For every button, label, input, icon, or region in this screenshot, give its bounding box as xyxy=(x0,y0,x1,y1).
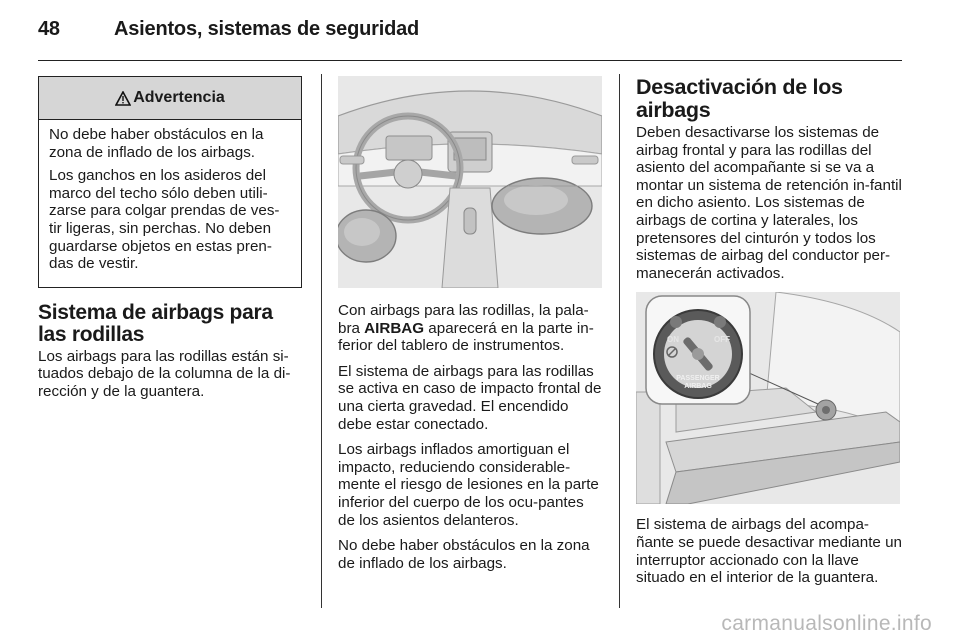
glovebox-switch-drawing xyxy=(636,292,900,504)
warning-triangle-icon xyxy=(115,91,131,106)
column-middle xyxy=(338,76,602,580)
deactivation-paragraph-1: Deben desactivarse los sistemas de airbag frontal y para las rodillas del asiento del acompañante si se va a montar un sistema de retención in-fantil en dicho asiento. Los sistemas de airbags de cortina y laterales, los pretensores del cinturón y todos los sistemas de airbag del conductor per-manecerán activados. xyxy=(636,124,902,282)
column-right xyxy=(636,76,902,595)
airbag-keyword: AIRBAG xyxy=(364,319,425,337)
knee-airbag-intro: Los airbags para las rodillas están si-tuados debajo de la columna de la di-rección y de la guantera. xyxy=(38,347,291,400)
column-divider-right xyxy=(619,74,620,608)
switch-plate-line-1: PASSENGER xyxy=(676,375,720,383)
dashboard-illustration xyxy=(338,76,602,288)
warning-header xyxy=(39,77,301,120)
deactivation-heading: Desactivación de los airbags xyxy=(636,75,843,122)
warning-box xyxy=(38,76,302,288)
column-left xyxy=(38,76,302,409)
warning-title: Advertencia xyxy=(133,89,225,106)
page-title: Asientos, sistemas de seguridad xyxy=(114,18,420,40)
watermark: carmanualsonline.info xyxy=(721,612,932,635)
knee-airbag-heading: Sistema de airbags para las rodillas xyxy=(38,300,273,346)
page-header xyxy=(38,18,419,41)
warning-paragraph-2: Los ganchos en los asideros del marco del techo sólo deben utili-zarse para colgar prendas de ves-tir ligeras, sin perchas. No deben guardarse objetos en estas pren-das de vestir. xyxy=(49,167,280,273)
switch-plate-line-2: AIRBAG xyxy=(684,383,712,391)
glovebox-switch-illustration xyxy=(636,292,900,504)
switch-on-label: ON xyxy=(667,335,679,345)
knee-airbag-effect-paragraph: Los airbags inflados amortiguan el impacto, reduciendo considerable-mente el riesgo de lesiones en la parte inferior del cuerpo de los ocu-pantes de los asientos delanteros. xyxy=(338,441,599,529)
switch-off-label: OFF xyxy=(714,335,730,345)
knee-airbag-activation-paragraph: El sistema de airbags para las rodillas se activa en caso de impacto frontal de una cierta gravedad. El encendido debe estar conectado. xyxy=(338,362,602,433)
column-divider-left xyxy=(321,74,322,608)
warning-body xyxy=(39,120,301,287)
dashboard-knee-airbags-drawing xyxy=(338,76,602,288)
header-rule xyxy=(38,60,902,61)
page-number: 48 xyxy=(38,18,60,40)
knee-airbag-obstacle-paragraph: No debe haber obstáculos en la zona de inflado de los airbags. xyxy=(338,537,590,572)
warning-paragraph-1: No debe haber obstáculos en la zona de inflado de los airbags. xyxy=(49,126,264,161)
deactivation-paragraph-2: El sistema de airbags del acompa-ñante se puede desactivar mediante un interruptor accionado con la llave situado en el interior de la guantera. xyxy=(636,516,902,587)
knee-airbag-label-paragraph: Con airbags para las rodillas, la pala-bra AIRBAG aparecerá en la parte in-ferior del tablero de instrumentos. xyxy=(338,302,594,355)
